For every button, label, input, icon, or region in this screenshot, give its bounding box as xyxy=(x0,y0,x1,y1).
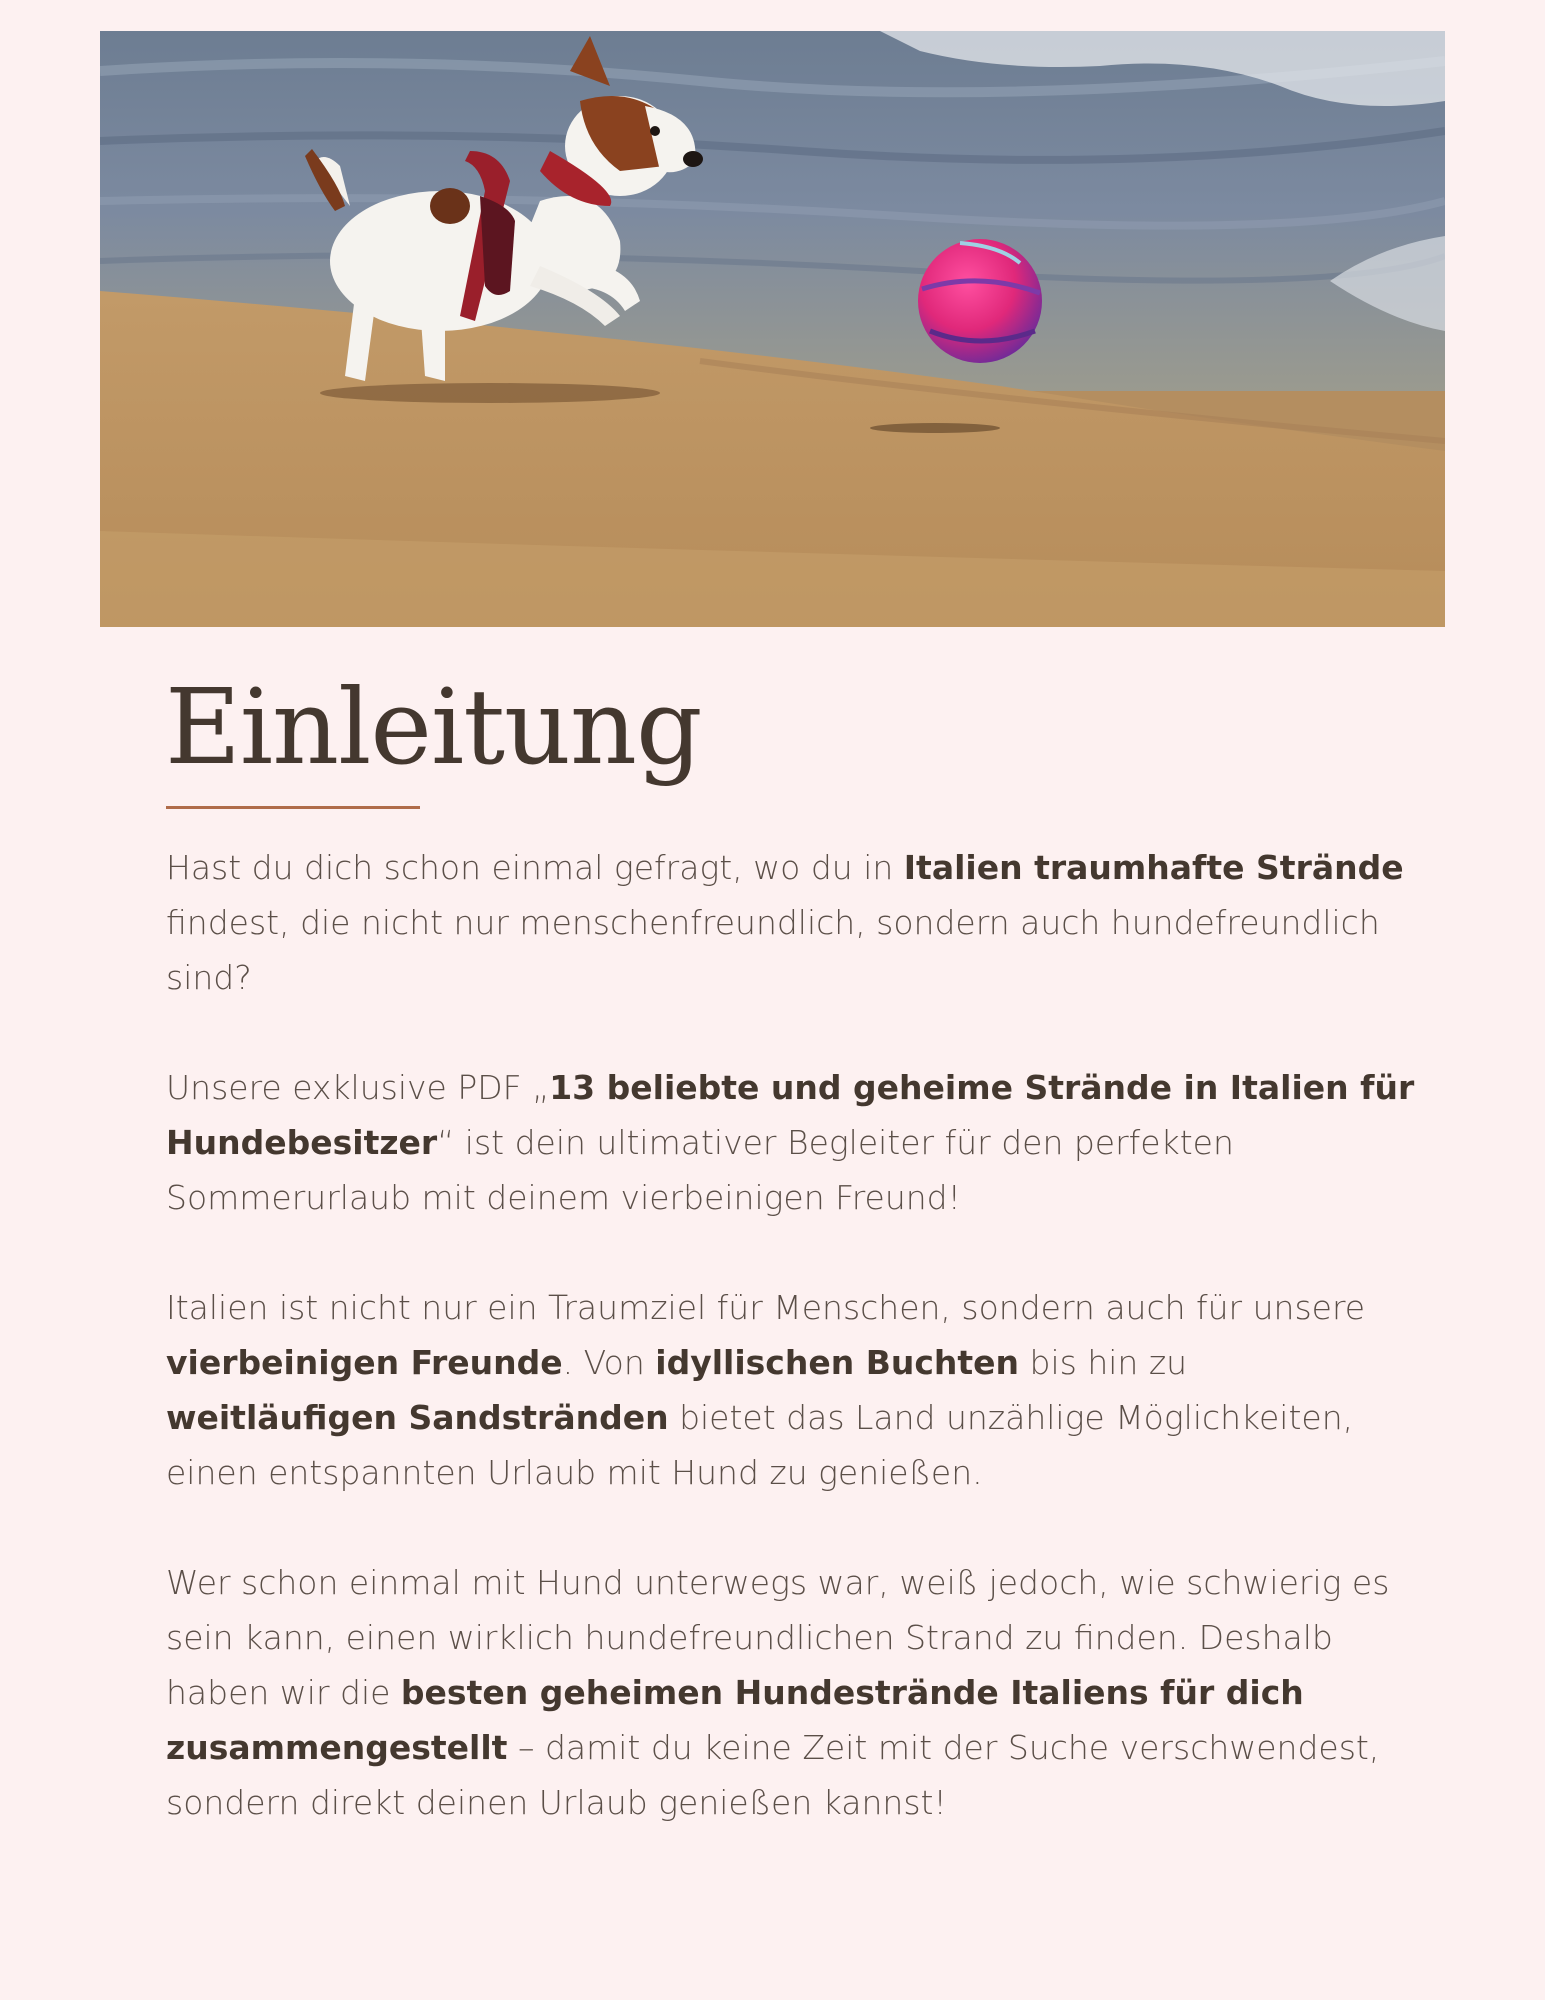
paragraph-highlight: 13 beliebte und geheime Strände in Italien für Hundebesitzer xyxy=(166,1068,1415,1162)
paragraph-text: Unsere exklusive PDF „ xyxy=(166,1068,550,1107)
paragraph-text: Italien ist nicht nur ein Traumziel für Menschen, sondern auch für unsere xyxy=(166,1288,1366,1327)
intro-paragraph-3 xyxy=(166,1280,1421,1500)
page-title: Einleitung xyxy=(165,666,702,788)
paragraph-highlight: besten geheimen Hundestrände Italiens für dich zusammengestellt xyxy=(166,1673,1304,1767)
hero-image xyxy=(100,31,1445,627)
title-underline xyxy=(166,806,420,809)
intro-paragraph-1 xyxy=(166,840,1421,1005)
intro-paragraph-4 xyxy=(166,1555,1421,1830)
paragraph-text: Hast du dich schon einmal gefragt, wo du in xyxy=(166,848,904,887)
paragraph-text: findest, die nicht nur menschenfreundlich, sondern auch hundefreundlich sind? xyxy=(166,903,1380,997)
paragraph-text: . Von xyxy=(562,1343,656,1382)
paragraph-highlight: Italien traumhafte Strände xyxy=(903,848,1404,887)
intro-content xyxy=(166,840,1421,1885)
paragraph-text: Wer schon einmal mit Hund unterwegs war, weiß jedoch, wie schwierig es sein kann, einen wirklich hundefreundlichen Strand zu finden. Deshalb haben wir die xyxy=(166,1563,1390,1712)
intro-paragraph-2 xyxy=(166,1060,1421,1225)
paragraph-highlight: vierbeinigen Freunde xyxy=(166,1343,563,1382)
paragraph-text: – damit du keine Zeit mit der Suche verschwendest, sondern direkt deinen Urlaub genießen kannst! xyxy=(166,1728,1380,1822)
paragraph-text: bietet das Land unzählige Möglichkeiten, einen entspannten Urlaub mit Hund zu genießen. xyxy=(166,1398,1354,1492)
paragraph-text: “ ist dein ultimativer Begleiter für den perfekten Sommerurlaub mit deinem vierbeinigen Freund! xyxy=(166,1123,1234,1217)
paragraph-highlight: weitläufigen Sandstränden xyxy=(166,1398,669,1437)
paragraph-highlight: idyllischen Buchten xyxy=(655,1343,1020,1382)
paragraph-text: bis hin zu xyxy=(1019,1343,1188,1382)
